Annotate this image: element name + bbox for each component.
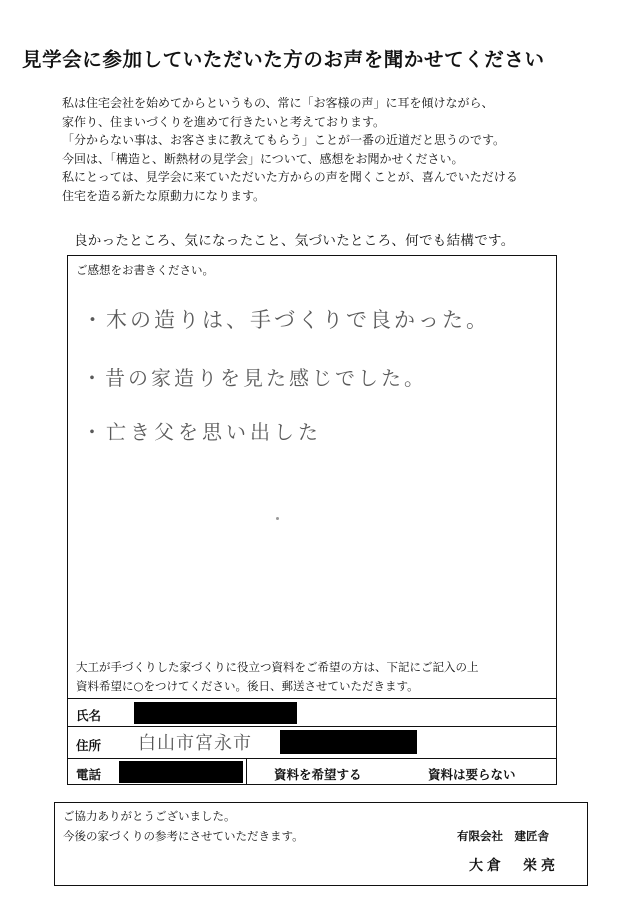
lead-text: 良かったところ、気になったこと、気づいたところ、何でも結構です。 [74, 233, 515, 249]
thanks-box [54, 802, 588, 886]
address-row [68, 726, 556, 758]
address-handwritten: 白山市宮永市 [138, 733, 252, 754]
option-want-brochure[interactable]: 資料を希望する [274, 767, 362, 782]
notice-line: 資料希望に○をつけてください。後日、郵送させていただきます。 [76, 679, 419, 693]
name-label: 氏名 [76, 708, 102, 723]
thanks-line: 今後の家づくりの参考にさせていただきます。 [63, 829, 304, 843]
handwritten-comment: ・昔の家造りを見た感じでした。 [82, 366, 427, 390]
intro-line: 家作り、住まいづくりを進めて行きたいと考えております。 [62, 114, 386, 129]
form-prompt: ご感想をお書きください。 [76, 263, 214, 277]
address-label: 住所 [76, 738, 102, 753]
name-redaction [134, 702, 297, 724]
intro-line: 私にとっては、見学会に来ていただいた方からの声を聞くことが、喜んでいただける [62, 170, 518, 185]
phone-row [68, 758, 556, 784]
name-row [68, 698, 556, 726]
ink-speck [276, 517, 279, 520]
divider [246, 759, 247, 784]
intro-line: 私は住宅会社を始めてからというもの、常に「お客様の声」に耳を傾けながら、 [62, 96, 494, 110]
notice-line: 大工が手づくりした家づくりに役立つ資料をご希望の方は、下記にご記入の上 [76, 660, 479, 674]
intro-paragraph [62, 94, 622, 206]
handwritten-comment: ・木の造りは、手づくりで良かった。 [82, 308, 490, 332]
page-title: 見学会に参加していただいた方のお声を聞かせてください [22, 48, 545, 71]
address-redaction [280, 730, 417, 754]
phone-label: 電話 [76, 767, 102, 782]
intro-line: 住宅を造る新たな原動力になります。 [62, 188, 266, 203]
signature: 大倉 栄亮 [469, 858, 559, 874]
brochure-notice [76, 658, 479, 696]
option-no-brochure[interactable]: 資料は要らない [428, 767, 516, 782]
company-name: 有限会社 建匠舎 [457, 829, 549, 843]
thanks-line: ご協力ありがとうございました。 [63, 809, 236, 823]
comment-form [67, 255, 557, 785]
handwritten-comment: ・亡き父を思い出した [82, 420, 322, 444]
intro-line: 「分からない事は、お客さまに教えてもらう」ことが一番の近道だと思うのです。 [62, 133, 506, 148]
intro-line: 今回は、「構造と、断熱材の見学会」について、感想をお聞かせください。 [62, 151, 464, 166]
phone-redaction [119, 761, 243, 783]
